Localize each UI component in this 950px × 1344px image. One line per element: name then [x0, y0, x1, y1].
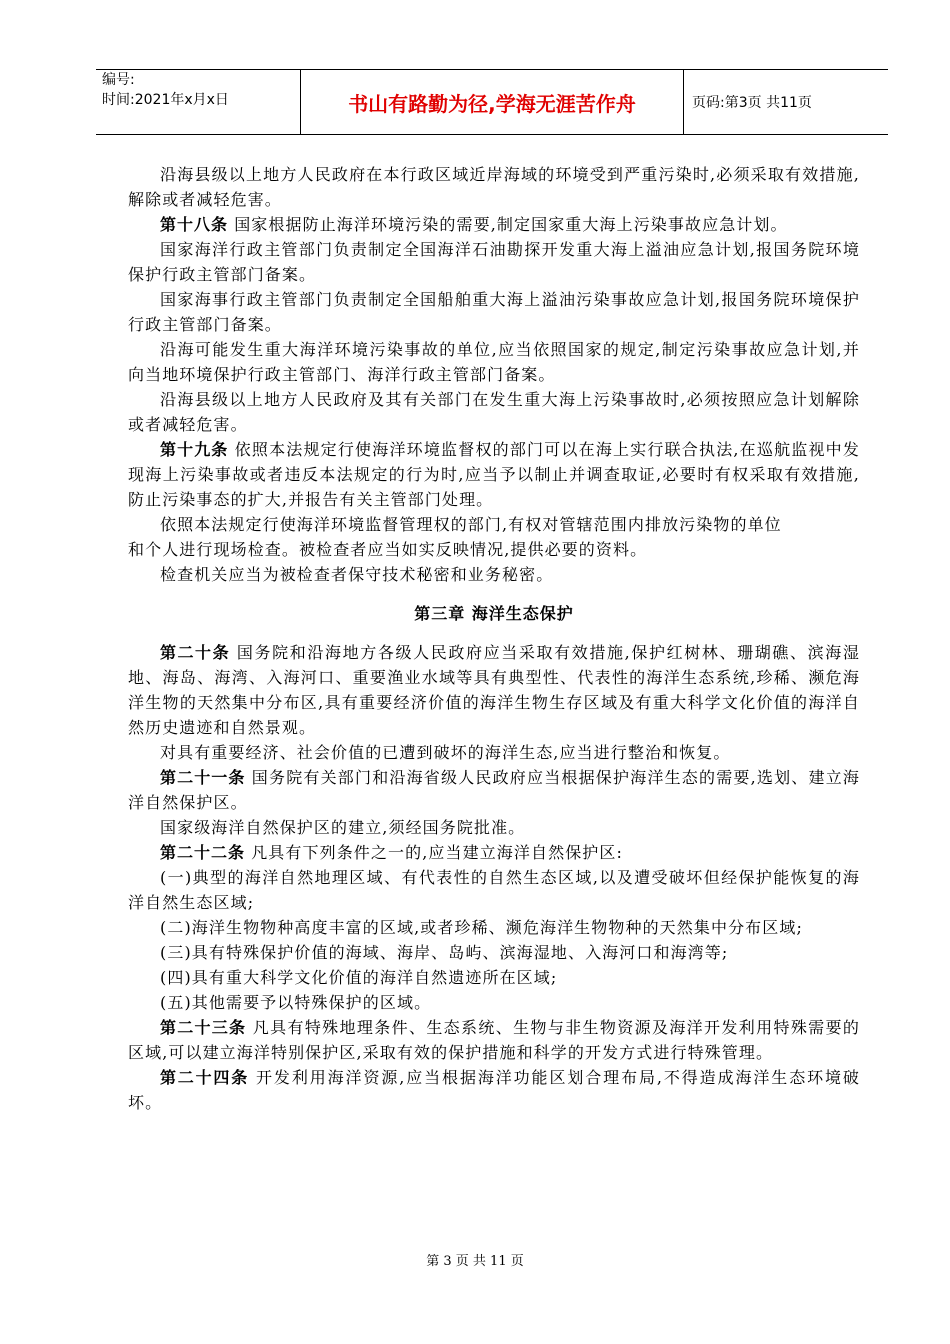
paragraph: 沿海可能发生重大海洋环境污染事故的单位,应当依照国家的规定,制定污染事故应急计划,并向当地环境保护行政主管部门、海洋行政主管部门备案。: [128, 340, 860, 384]
article-text: 依照本法规定行使海洋环境监督权的部门可以在海上实行联合执法,在巡航监视中发现海上污染事故或者违反本法规定的行为时,应当予以制止并调查取证,必要时有权采取有效措施,防止污染事态的扩大,并报告有关主管部门处理。: [128, 440, 860, 509]
header-meta: [96, 70, 301, 134]
header-motto: 书山有路勤为径,学海无涯苦作舟: [301, 70, 684, 134]
page-header: [96, 69, 888, 135]
document-number-label: 编号:: [102, 72, 135, 88]
article-19: [128, 437, 860, 512]
article-21: [128, 765, 860, 815]
paragraph: 国家海事行政主管部门负责制定全国船舶重大海上溢油污染事故应急计划,报国务院环境保护行政主管部门备案。: [128, 290, 860, 334]
article-title: 第二十二条: [160, 843, 246, 862]
article-title: 第十九条: [160, 440, 229, 459]
article-title: 第二十一条: [160, 768, 246, 787]
article-text: 国务院和沿海地方各级人民政府应当采取有效措施,保护红树林、珊瑚礁、滨海湿地、海岛、海湾、入海河口、重要渔业水域等具有典型性、代表性的海洋生态系统,珍稀、濒危海洋生物的天然集中分布区,具有重要经济价值的海洋生物生存区域及有重大科学文化价值的海洋自然历史遗迹和自然景观。: [128, 643, 860, 737]
paragraph: 沿海县级以上地方人民政府及其有关部门在发生重大海上污染事故时,必须按照应急计划解除或者减轻危害。: [128, 390, 860, 434]
article-22: [128, 840, 860, 865]
article-title: 第十八条: [160, 215, 229, 234]
paragraph-continued: 和个人进行现场检查。被检查者应当如实反映情况,提供必要的资料。: [128, 540, 648, 559]
document-time-label: 时间:2021年x月x日: [102, 92, 229, 108]
chapter-heading: 第三章 海洋生态保护: [414, 604, 574, 623]
article-text: 凡具有下列条件之一的,应当建立海洋自然保护区:: [245, 843, 623, 862]
document-body: [128, 162, 860, 1115]
article-23: [128, 1015, 860, 1065]
article-text: 开发利用海洋资源,应当根据海洋功能区划合理布局,不得造成海洋生态环境破坏。: [128, 1068, 860, 1112]
list-item: (二)海洋生物物种高度丰富的区域,或者珍稀、濒危海洋生物物种的天然集中分布区域;: [160, 918, 803, 937]
paragraph: 国家海洋行政主管部门负责制定全国海洋石油勘探开发重大海上溢油应急计划,报国务院环境保护行政主管部门备案。: [128, 240, 860, 284]
page-footer: 第 3 页 共 11 页: [426, 1254, 524, 1269]
paragraph: 依照本法规定行使海洋环境监督管理权的部门,有权对管辖范围内排放污染物的单位: [160, 515, 782, 534]
article-text: 凡具有特殊地理条件、生态系统、生物与非生物资源及海洋开发利用特殊需要的区域,可以建立海洋特别保护区,采取有效的保护措施和科学的开发方式进行特殊管理。: [128, 1018, 860, 1062]
header-page-label: 页码:第3页 共11页: [692, 95, 812, 111]
article-title: 第二十条: [160, 643, 231, 662]
list-item: (五)其他需要予以特殊保护的区域。: [160, 993, 432, 1012]
paragraph: 对具有重要经济、社会价值的已遭到破坏的海洋生态,应当进行整治和恢复。: [160, 743, 731, 762]
paragraph: 国家级海洋自然保护区的建立,须经国务院批准。: [160, 818, 526, 837]
article-24: [128, 1065, 860, 1115]
article-title: 第二十三条: [160, 1018, 247, 1037]
article-title: 第二十四条: [160, 1068, 250, 1087]
article-text: 国务院有关部门和沿海省级人民政府应当根据保护海洋生态的需要,选划、建立海洋自然保护区。: [128, 768, 860, 812]
list-item: (三)具有特殊保护价值的海域、海岸、岛屿、滨海湿地、入海河口和海湾等;: [160, 943, 729, 962]
article-text: 国家根据防止海洋环境污染的需要,制定国家重大海上污染事故应急计划。: [228, 215, 788, 234]
list-item: (一)典型的海洋自然地理区域、有代表性的自然生态区域,以及遭受破坏但经保护能恢复的海洋自然生态区域;: [128, 868, 860, 912]
paragraph: 沿海县级以上地方人民政府在本行政区域近岸海域的环境受到严重污染时,必须采取有效措施,解除或者减轻危害。: [128, 165, 860, 209]
paragraph: 检查机关应当为被检查者保守技术秘密和业务秘密。: [160, 565, 554, 584]
article-18: [128, 212, 860, 237]
list-item: (四)具有重大科学文化价值的海洋自然遗迹所在区域;: [160, 968, 558, 987]
article-20: [128, 640, 860, 740]
